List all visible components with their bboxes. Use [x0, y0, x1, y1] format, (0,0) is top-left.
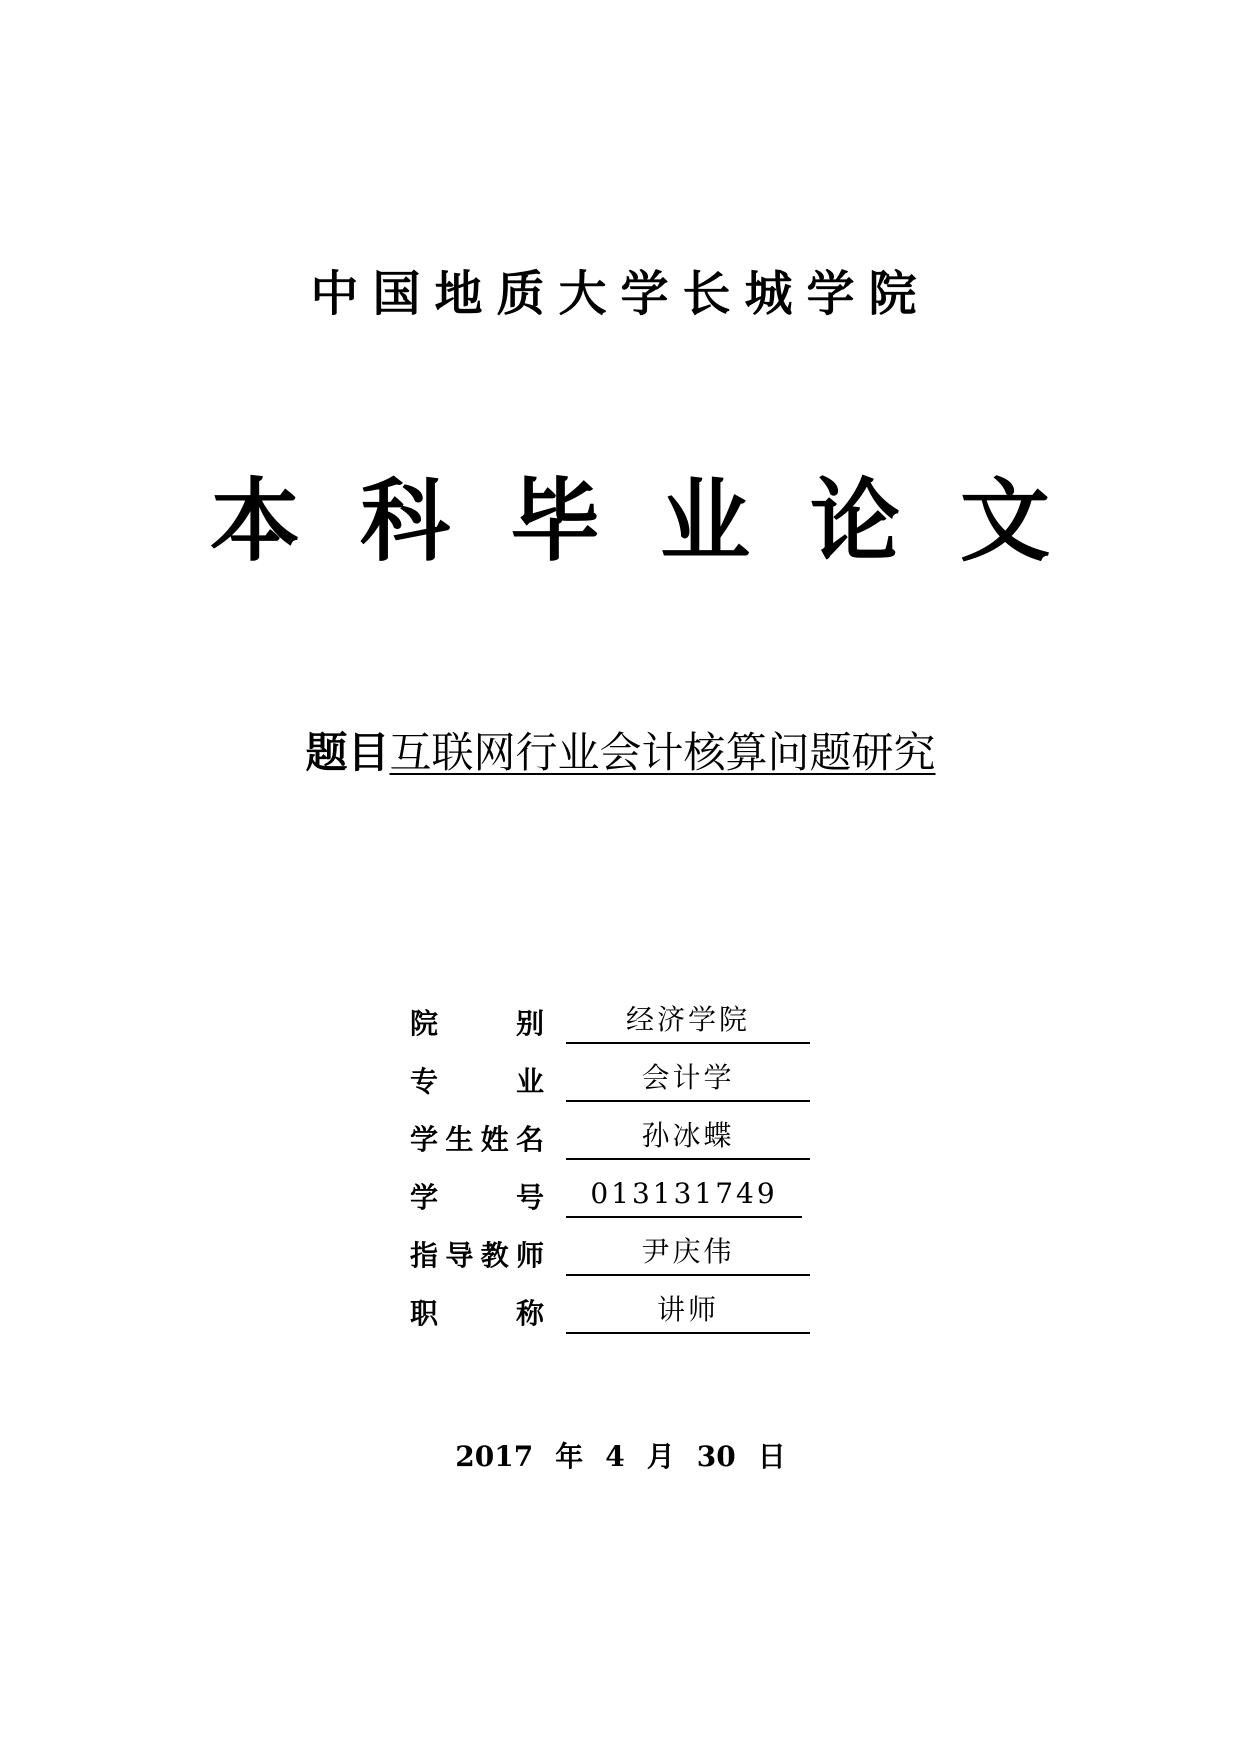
major-value: 会计学 — [566, 1056, 810, 1102]
info-row-major — [410, 1056, 830, 1114]
info-label — [410, 1004, 544, 1044]
date-year: 2017 — [455, 1440, 534, 1473]
advisor-title-value: 讲师 — [566, 1288, 810, 1334]
info-label-char: 院 — [410, 1007, 439, 1040]
date-month-unit: 月 — [646, 1440, 675, 1473]
date-year-unit: 年 — [555, 1440, 584, 1473]
document-type-char: 科 — [360, 468, 450, 574]
info-label-char: 别 — [515, 1007, 544, 1040]
advisor-value: 尹庆伟 — [566, 1230, 810, 1276]
document-type-char: 文 — [960, 468, 1050, 574]
info-label-char: 指 — [410, 1239, 439, 1272]
info-row-title — [410, 1288, 830, 1346]
info-label — [410, 1120, 544, 1160]
date-month: 4 — [605, 1440, 625, 1473]
info-label-char: 称 — [515, 1297, 544, 1330]
date-day: 30 — [696, 1440, 736, 1473]
document-type-char: 论 — [810, 468, 900, 574]
info-label — [410, 1294, 544, 1334]
student-id-value: 013131749 — [566, 1172, 802, 1218]
document-type-char: 本 — [210, 468, 300, 574]
school-name: 中国地质大学长城学院 — [310, 266, 931, 322]
department-value: 经济学院 — [566, 998, 810, 1044]
info-label-char: 学 — [410, 1123, 439, 1156]
document-type-char: 业 — [660, 468, 750, 574]
info-label-char: 教 — [480, 1239, 509, 1272]
info-label-char: 职 — [410, 1297, 439, 1330]
info-label — [410, 1236, 544, 1276]
info-row-department — [410, 998, 830, 1056]
document-type-heading — [210, 466, 1050, 576]
info-row-student-id — [410, 1172, 830, 1230]
info-row-student-name — [410, 1114, 830, 1172]
info-label — [410, 1062, 544, 1102]
info-label-char: 师 — [515, 1239, 544, 1272]
info-label-char: 号 — [515, 1181, 544, 1214]
submission-date — [0, 1437, 1241, 1477]
info-label-char: 导 — [445, 1239, 474, 1272]
date-day-unit: 日 — [757, 1440, 786, 1473]
info-label-char: 名 — [515, 1123, 544, 1156]
document-type-char: 毕 — [510, 468, 600, 574]
info-label-char: 姓 — [480, 1123, 509, 1156]
info-label-char: 生 — [445, 1123, 474, 1156]
topic-label: 题目 — [305, 728, 390, 777]
student-info-table — [410, 998, 830, 1346]
thesis-topic — [0, 723, 1241, 792]
info-label-char: 业 — [515, 1065, 544, 1098]
info-label-char: 专 — [410, 1065, 439, 1098]
student-name-value: 孙冰蝶 — [566, 1114, 810, 1160]
info-label — [410, 1178, 544, 1218]
topic-value: 互联网行业会计核算问题研究 — [389, 728, 936, 777]
info-label-char: 学 — [410, 1181, 439, 1214]
info-row-advisor — [410, 1230, 830, 1288]
